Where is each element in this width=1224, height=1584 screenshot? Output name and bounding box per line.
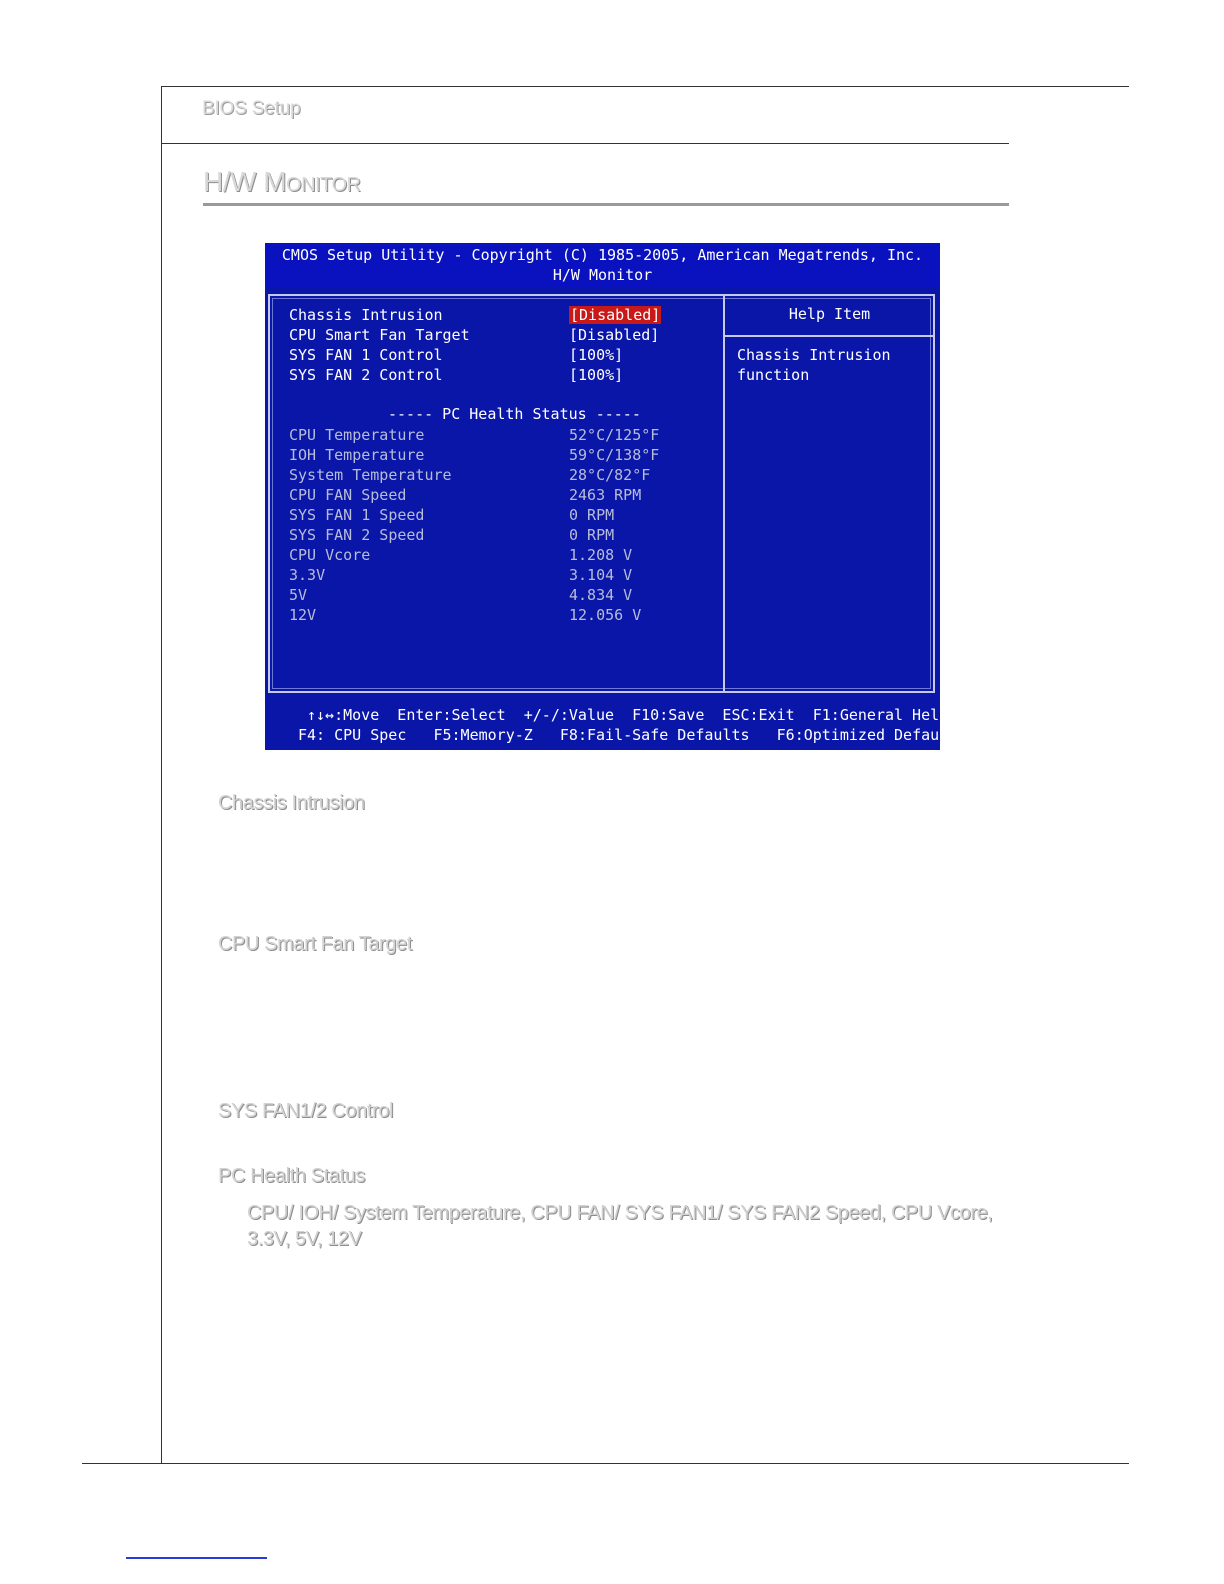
health-label: System Temperature (289, 466, 452, 484)
header-underline (161, 143, 1009, 144)
health-label: SYS FAN 2 Speed (289, 526, 425, 544)
health-label: 5V (289, 586, 308, 604)
setting-cpu-smart-fan-target-value[interactable]: [Disabled] (569, 326, 660, 344)
setting-chassis-intrusion-value[interactable] (569, 305, 661, 325)
page-top-rule (161, 86, 1129, 87)
setting-sys-fan-2-control[interactable]: SYS FAN 2 Control (289, 366, 443, 384)
health-value: 4.834 V (569, 586, 633, 604)
heading-chassis-intrusion: Chassis Intrusion (218, 792, 365, 814)
help-item-title: Help Item (788, 305, 871, 323)
bios-title-bar (265, 243, 940, 287)
setting-sys-fan-2-control-value[interactable]: [100%] (569, 366, 624, 384)
setting-sys-fan-1-control-value[interactable]: [100%] (569, 346, 624, 364)
setting-cpu-smart-fan-target[interactable]: CPU Smart Fan Target (289, 326, 470, 344)
health-label: CPU FAN Speed (289, 486, 407, 504)
health-value: 52°C/125°F (569, 426, 660, 444)
health-label: 12V (289, 606, 317, 624)
health-label: CPU Temperature (289, 426, 425, 444)
health-value: 12.056 V (569, 606, 642, 624)
selected-value[interactable]: [Disabled] (570, 306, 661, 324)
health-value: 0 RPM (569, 506, 615, 524)
health-value: 2463 RPM (569, 486, 642, 504)
health-value: 1.208 V (569, 546, 633, 564)
header-label: BIOS Setup (202, 98, 301, 119)
help-line: function (737, 366, 810, 384)
health-label: 3.3V (289, 566, 326, 584)
bios-menu-title: H/W Monitor (552, 266, 653, 284)
heading-cpu-smart-fan-target: CPU Smart Fan Target (218, 933, 412, 955)
pc-health-description: CPU/ IOH/ System Temperature, CPU FAN/ SYS FAN1/ SYS FAN2 Speed, CPU Vcore, 3.3V, 5V, 12V (247, 1202, 993, 1250)
health-label: SYS FAN 1 Speed (289, 506, 425, 524)
bios-key-legend-1: ↑↓↔:Move Enter:Select +/-/:Value F10:Save ESC:Exit F1:General Help (307, 706, 949, 724)
health-label: IOH Temperature (289, 446, 425, 464)
pc-health-heading: ----- PC Health Status ----- (388, 405, 641, 423)
help-line: Chassis Intrusion (737, 346, 891, 364)
health-label: CPU Vcore (289, 546, 371, 564)
help-divider (725, 335, 934, 337)
bios-screen (265, 243, 967, 750)
health-value: 28°C/82°F (569, 466, 651, 484)
bios-copyright: CMOS Setup Utility - Copyright (C) 1985-2005, American Megatrends, Inc. (281, 246, 924, 264)
footer-link-underline (126, 1557, 267, 1559)
bios-frame-divider (723, 295, 725, 692)
health-value: 0 RPM (569, 526, 615, 544)
health-value: 59°C/138°F (569, 446, 660, 464)
setting-sys-fan-1-control[interactable]: SYS FAN 1 Control (289, 346, 443, 364)
page-bottom-rule (82, 1463, 1129, 1464)
section-title: H/W Monitor (203, 166, 361, 197)
section-title-underline (203, 203, 1009, 206)
setting-chassis-intrusion[interactable]: Chassis Intrusion (289, 306, 443, 324)
health-value: 3.104 V (569, 566, 633, 584)
bios-key-legend-2: F4: CPU Spec F5:Memory-Z F8:Fail-Safe Defaults F6:Optimized Defaults (298, 726, 967, 744)
heading-sys-fan-control: SYS FAN1/2 Control (218, 1100, 394, 1122)
help-item-text (737, 345, 927, 385)
page-left-rule (161, 86, 162, 1464)
heading-pc-health-status: PC Health Status (218, 1165, 366, 1187)
